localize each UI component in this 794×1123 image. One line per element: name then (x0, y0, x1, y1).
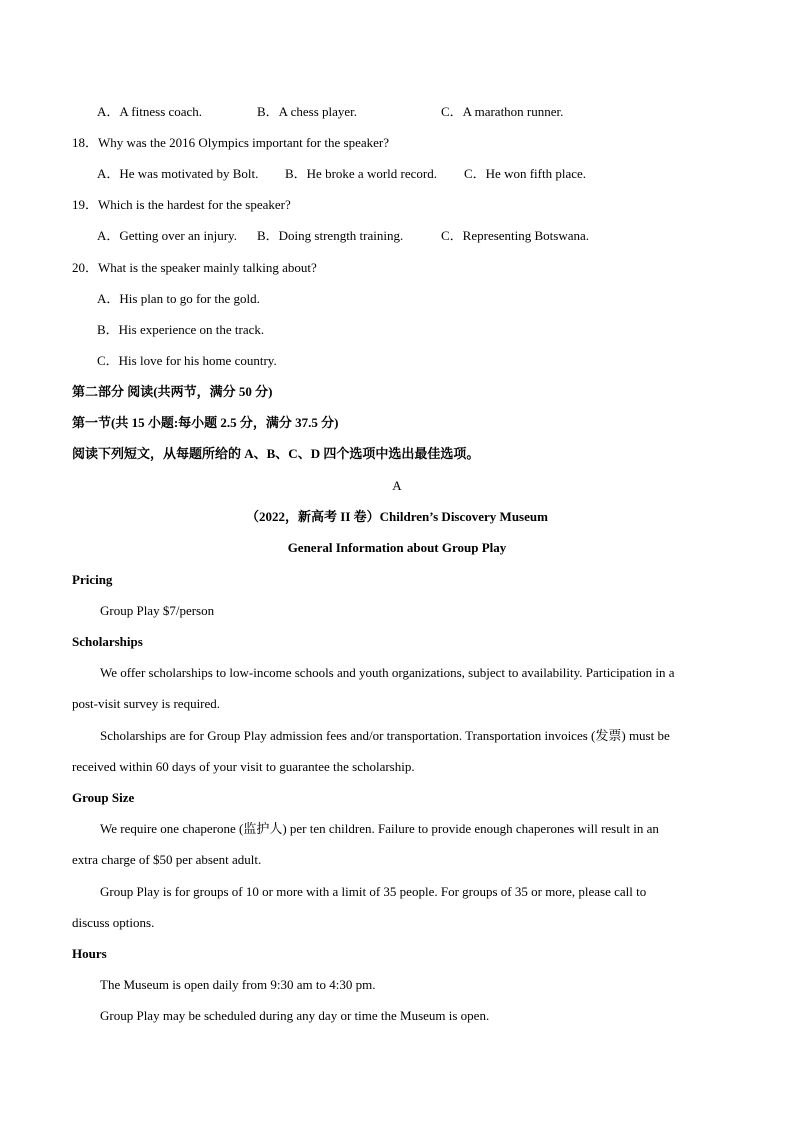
q20-option-b: B．His experience on the track. (97, 322, 265, 337)
scholarships-paragraph-1-line-1: We offer scholarships to low-income schools and youth organizations, subject to availability. Participation in a (100, 665, 675, 680)
q19-question: 19．Which is the hardest for the speaker? (72, 197, 291, 212)
group-size-heading: Group Size (72, 790, 135, 805)
group-size-paragraph-1-line-1: We require one chaperone (监护人) per ten children. Failure to provide enough chaperones will result in an (100, 821, 659, 836)
q18-question: 18．Why was the 2016 Olympics important for the speaker? (72, 135, 389, 150)
pricing-text: Group Play $7/person (100, 603, 215, 618)
q18-option-a: A．He was motivated by Bolt. (97, 166, 259, 181)
hours-paragraph-2: Group Play may be scheduled during any day or time the Museum is open. (100, 1008, 490, 1023)
group-size-paragraph-2-line-2: discuss options. (72, 915, 155, 930)
pricing-heading: Pricing (72, 572, 113, 587)
q17-option-a: A．A fitness coach. (97, 104, 203, 119)
q19-option-b: B．Doing strength training. (257, 228, 404, 243)
q18-option-b: B．He broke a world record. (285, 166, 437, 181)
passage-letter: A (392, 478, 402, 493)
scholarships-paragraph-2-line-1: Scholarships are for Group Play admission fees and/or transportation. Transportation invoices (发票) must be (100, 728, 670, 743)
scholarships-paragraph-1-line-2: post-visit survey is required. (72, 696, 221, 711)
scholarships-heading: Scholarships (72, 634, 143, 649)
group-size-paragraph-1-line-2: extra charge of $50 per absent adult. (72, 852, 262, 867)
scholarships-paragraph-2-line-2: received within 60 days of your visit to guarantee the scholarship. (72, 759, 415, 774)
q17-option-b: B．A chess player. (257, 104, 358, 119)
q19-option-c: C．Representing Botswana. (441, 228, 590, 243)
part2-heading: 第二部分 阅读(共两节，满分 50 分) (72, 384, 273, 399)
q17-option-c: C．A marathon runner. (441, 104, 564, 119)
passage-subtitle: General Information about Group Play (287, 540, 507, 555)
hours-heading: Hours (72, 946, 107, 961)
q19-option-a: A．Getting over an injury. (97, 228, 237, 243)
reading-instruction: 阅读下列短文，从每题所给的 A、B、C、D 四个选项中选出最佳选项。 (72, 446, 480, 461)
q20-option-c: C．His love for his home country. (97, 353, 277, 368)
section1-heading: 第一节(共 15 小题:每小题 2.5 分，满分 37.5 分) (72, 415, 339, 430)
passage-title: （2022，新高考 II 卷）Children’s Discovery Museum (246, 509, 548, 524)
group-size-paragraph-2-line-1: Group Play is for groups of 10 or more with a limit of 35 people. For groups of 35 or more, please call to (100, 884, 647, 899)
q20-question: 20．What is the speaker mainly talking about? (72, 260, 317, 275)
q20-option-a: A．His plan to go for the gold. (97, 291, 260, 306)
hours-paragraph-1: The Museum is open daily from 9:30 am to 4:30 pm. (100, 977, 376, 992)
q18-option-c: C．He won fifth place. (464, 166, 587, 181)
